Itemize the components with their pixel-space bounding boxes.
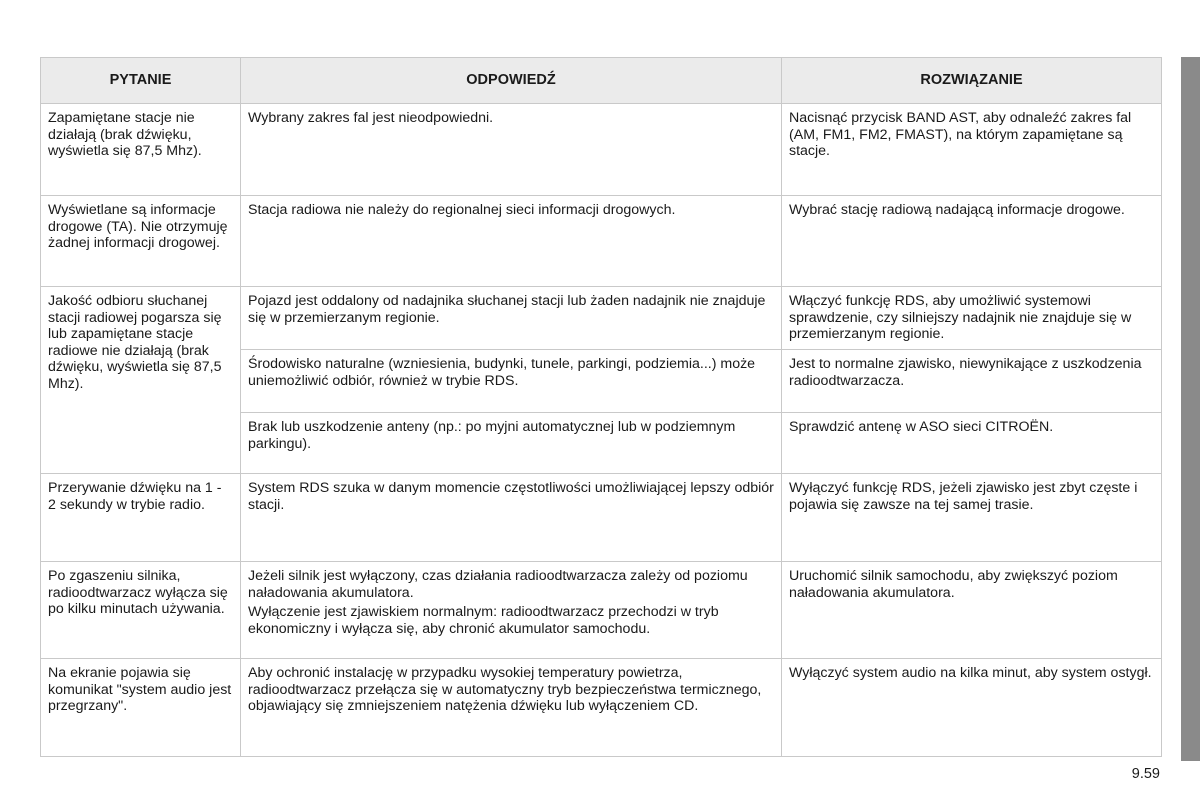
answer-text: Pojazd jest oddalony od nadajnika słuchanej stacji lub żaden nadajnik nie znajduje się w przemierzanym regionie. [248,293,766,326]
answer-text: Brak lub uszkodzenie anteny (np.: po myjni automatycznej lub w podziemnym parkingu). [248,419,736,452]
solution-cell: Wyłączyć system audio na kilka minut, aby system ostygł. [782,659,1162,757]
answer-text: Jeżeli silnik jest wyłączony, czas działania radioodtwarzacza zależy od poziomu naładowania akumulatora. [248,568,748,601]
answer-text: Wyłączenie jest zjawiskiem normalnym: radioodtwarzacz przechodzi w tryb ekonomiczny i wyłącza się, aby chronić akumulator samochodu. [248,604,719,637]
answer-cell [241,350,782,413]
question-cell: Wyświetlane są informacje drogowe (TA). Nie otrzymuję żadnej informacji drogowej. [41,196,241,287]
answer-cell [241,287,782,350]
table-header-row [41,58,1162,104]
question-cell: Po zgaszeniu silnika, radioodtwarzacz wyłącza się po kilku minutach używania. [41,562,241,659]
answer-cell [241,196,782,287]
question-cell: Jakość odbioru słuchanej stacji radiowej pogarsza się lub zapamiętane stacje radiowe nie działają (brak dźwięku, wyświetla się 87,5 Mhz). [41,287,241,474]
table-row [41,562,1162,659]
question-cell: Przerywanie dźwięku na 1 - 2 sekundy w trybie radio. [41,474,241,562]
answer-cell [241,474,782,562]
answer-text: Wybrany zakres fal jest nieodpowiedni. [248,110,494,126]
header-question: PYTANIE [41,58,241,104]
solution-cell: Wybrać stację radiową nadającą informacje drogowe. [782,196,1162,287]
table-row [41,196,1162,287]
table-row [41,474,1162,562]
answer-cell [241,562,782,659]
answer-text: Aby ochronić instalację w przypadku wysokiej temperatury powietrza, radioodtwarzacz przełącza się w automatyczny tryb bezpieczeństwa termicznego, objawiający się zmniejszeniem natężenia dźwięku lub wyłączeniem CD. [248,665,762,714]
header-answer: ODPOWIEDŹ [241,58,782,104]
answer-cell [241,659,782,757]
solution-cell: Nacisnąć przycisk BAND AST, aby odnaleźć zakres fal (AM, FM1, FM2, FMAST), na którym zapamiętane są stacje. [782,104,1162,196]
troubleshooting-table [40,57,1162,757]
header-solution: ROZWIĄZANIE [782,58,1162,104]
question-cell: Na ekranie pojawia się komunikat "system audio jest przegrzany". [41,659,241,757]
question-cell: Zapamiętane stacje nie działają (brak dźwięku, wyświetla się 87,5 Mhz). [41,104,241,196]
answer-text: Stacja radiowa nie należy do regionalnej sieci informacji drogowych. [248,202,676,218]
table-row [41,287,1162,350]
chapter-tab-marker [1181,57,1200,761]
solution-cell: Włączyć funkcję RDS, aby umożliwić systemowi sprawdzenie, czy silniejszy nadajnik nie znajduje się w przemierzanym regionie. [782,287,1162,350]
page-number: 9.59 [1131,766,1160,782]
table-row [41,659,1162,757]
solution-cell: Uruchomić silnik samochodu, aby zwiększyć poziom naładowania akumulatora. [782,562,1162,659]
answer-cell [241,104,782,196]
answer-text: Środowisko naturalne (wzniesienia, budynki, tunele, parkingi, podziemia...) może uniemożliwić odbiór, również w trybie RDS. [248,356,756,389]
table-row [41,104,1162,196]
solution-cell: Sprawdzić antenę w ASO sieci CITROËN. [782,413,1162,474]
answer-text: System RDS szuka w danym momencie częstotliwości umożliwiającej lepszy odbiór stacji. [248,480,774,513]
answer-cell [241,413,782,474]
solution-cell: Jest to normalne zjawisko, niewynikające z uszkodzenia radioodtwarzacza. [782,350,1162,413]
solution-cell: Wyłączyć funkcję RDS, jeżeli zjawisko jest zbyt częste i pojawia się zawsze na tej samej trasie. [782,474,1162,562]
